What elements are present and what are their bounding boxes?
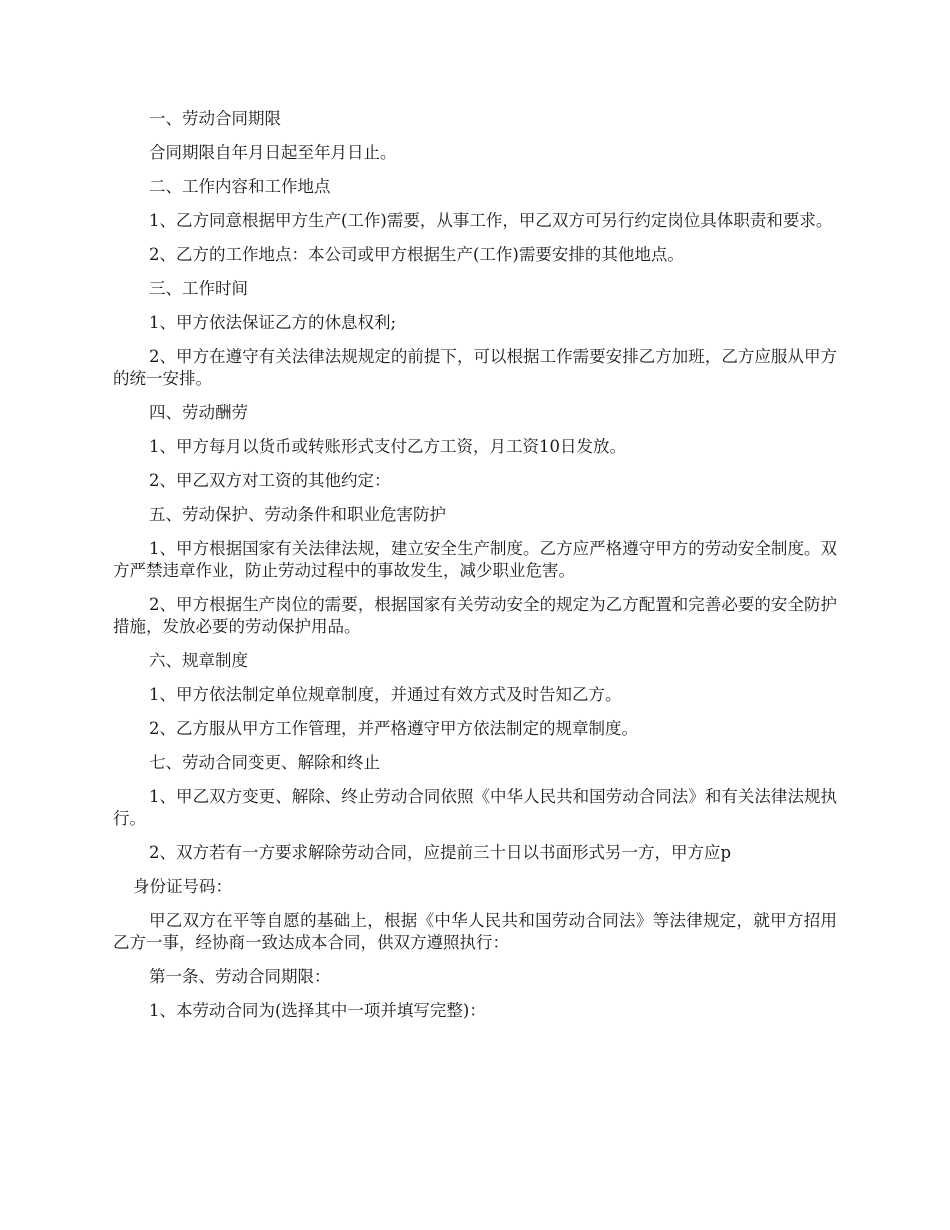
paragraph: 2、双方若有一方要求解除劳动合同，应提前三十日以书面形式另一方，甲方应p xyxy=(149,843,732,862)
paragraph: 1、甲方依法保证乙方的休息权利; xyxy=(149,313,397,332)
section-heading-contract-term: 一、劳动合同期限 xyxy=(149,109,281,128)
paragraph: 2、甲乙双方对工资的其他约定： xyxy=(149,471,391,490)
paragraph: 1、甲方依法制定单位规章制度，并通过有效方式及时告知乙方。 xyxy=(149,685,622,704)
document-body xyxy=(113,108,837,1034)
paragraph: 2、乙方的工作地点：本公司或甲方根据生产(工作)需要安排的其他地点。 xyxy=(149,245,684,264)
section-heading-work-time: 三、工作时间 xyxy=(149,279,248,298)
section-heading-rules: 六、规章制度 xyxy=(149,651,248,670)
paragraph: 1、乙方同意根据甲方生产(工作)需要，从事工作，甲乙双方可另行约定岗位具体职责和要求。 xyxy=(149,211,833,230)
paragraph: 1、甲乙双方变更、解除、终止劳动合同依照《中华人民共和国劳动合同法》和有关法律法规执行。 xyxy=(113,787,837,828)
paragraph: 甲乙双方在平等自愿的基础上，根据《中华人民共和国劳动合同法》等法律规定，就甲方招用乙方一事，经协商一致达成本合同，供双方遵照执行： xyxy=(113,911,837,952)
paragraph: 1、甲方每月以货币或转账形式支付乙方工资，月工资10日发放。 xyxy=(149,437,626,456)
id-number-label: 身份证号码： xyxy=(133,877,232,896)
paragraph: 2、乙方服从甲方工作管理，并严格遵守甲方依法制定的规章制度。 xyxy=(149,719,638,738)
section-heading-labor-protection: 五、劳动保护、劳动条件和职业危害防护 xyxy=(149,505,446,524)
section-heading-contract-change: 七、劳动合同变更、解除和终止 xyxy=(149,753,380,772)
paragraph: 2、甲方在遵守有关法律法规规定的前提下，可以根据工作需要安排乙方加班，乙方应服从甲方的统一安排。 xyxy=(113,347,837,388)
paragraph: 1、甲方根据国家有关法律法规，建立安全生产制度。乙方应严格遵守甲方的劳动安全制度。双方严禁违章作业，防止劳动过程中的事故发生，减少职业危害。 xyxy=(113,539,837,580)
paragraph: 合同期限自年月日起至年月日止。 xyxy=(149,143,397,162)
section-heading-work-content: 二、工作内容和工作地点 xyxy=(149,177,331,196)
section-heading-remuneration: 四、劳动酬劳 xyxy=(149,403,248,422)
paragraph: 1、本劳动合同为(选择其中一项并填写完整)： xyxy=(149,1001,486,1020)
paragraph: 2、甲方根据生产岗位的需要，根据国家有关劳动安全的规定为乙方配置和完善必要的安全防护措施，发放必要的劳动保护用品。 xyxy=(113,595,837,636)
article-heading-contract-term: 第一条、劳动合同期限： xyxy=(149,967,331,986)
